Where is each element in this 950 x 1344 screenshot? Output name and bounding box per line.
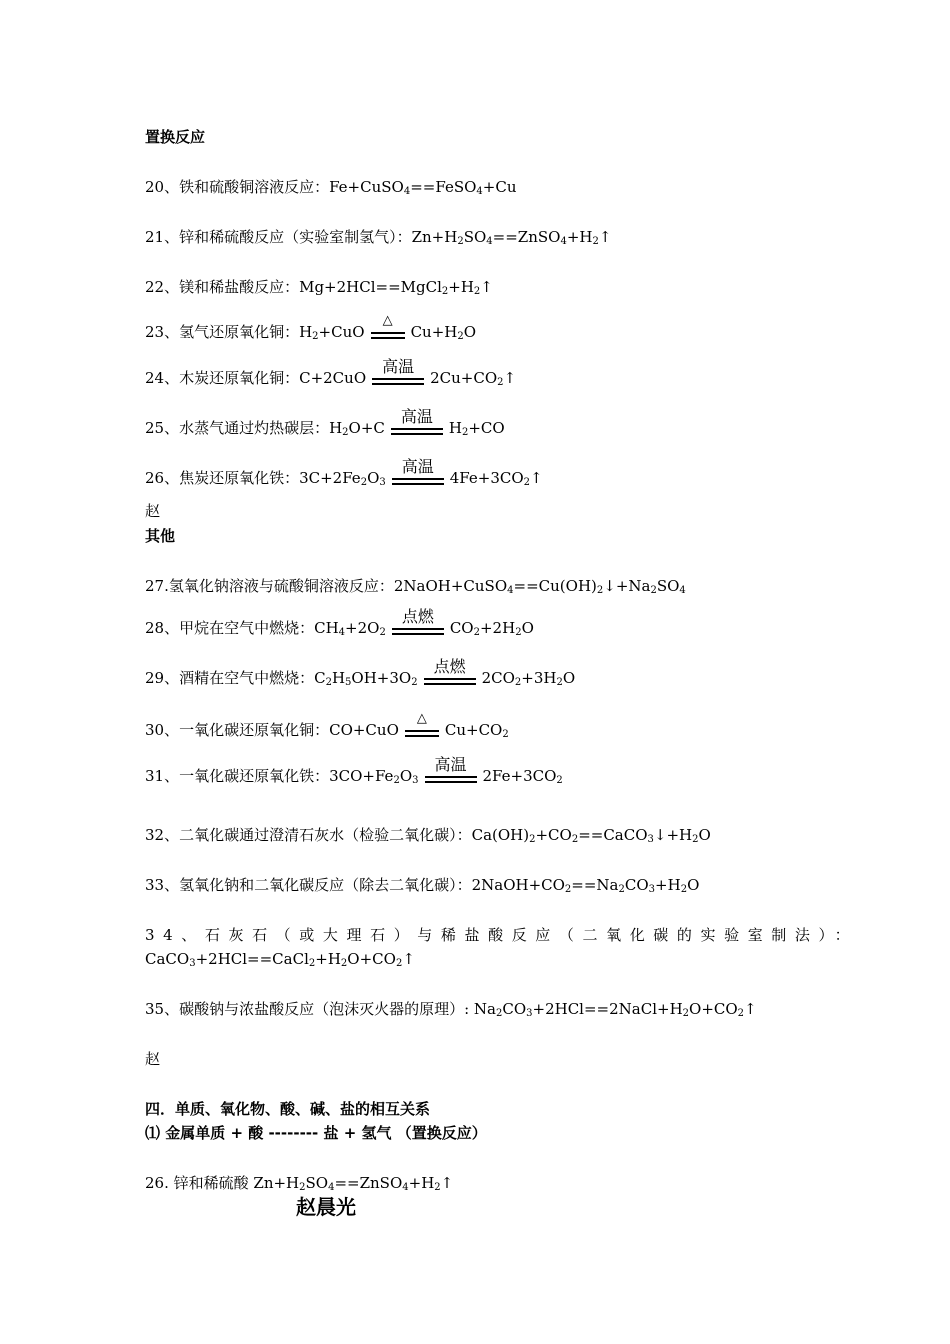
high-temperature-condition: 高温	[372, 378, 424, 388]
margin-mark: 赵	[145, 1050, 161, 1068]
equation-23: 23、氢气还原氧化铜：$H_2+CuO$ △ $Cu+H_2O$	[145, 313, 477, 342]
heat-condition: △	[371, 332, 405, 342]
equation-31: 31、一氧化碳还原氧化铁：$3CO+Fe_2O_3$ 高温 $2Fe+3CO_2$	[145, 755, 563, 786]
equation-26b: 26. 锌和稀硫酸 $Zn+H_2SO_4==ZnSO_4+H_2↑$	[145, 1174, 454, 1193]
equation-33: 33、氢氧化钠和二氧化碳反应（除去二氧化碳）：$2NaOH+CO_2==Na_2CO_3+H_2O$	[145, 876, 700, 895]
author-signature: 赵晨光	[296, 1195, 356, 1219]
equation-29: 29、酒精在空气中燃烧：$C_2H_5OH+3O_2$ 点燃 $2CO_2+3H_2O$	[145, 657, 576, 688]
equation-27: 27.氢氧化钠溶液与硫酸铜溶液反应：$2NaOH+CuSO_4==Cu(OH)_2↓+Na_2SO_4$	[145, 577, 686, 596]
equation-24: 24、木炭还原氧化铜：C+2CuO 高温 $2Cu+CO_2↑$	[145, 357, 517, 388]
equation-32: 32、二氧化碳通过澄清石灰水（检验二氧化碳）：$Ca(OH)_2+CO_2==CaCO_3↓+H_2O$	[145, 826, 711, 845]
equation-34-line-2: $CaCO_3+2HCl==CaCl_2+H_2O+CO_2↑$	[145, 950, 415, 969]
high-temperature-condition: 高温	[391, 428, 443, 438]
subsection-heading: ⑴ 金属单质 + 酸 -------- 盐 + 氢气 （置换反应）	[145, 1124, 487, 1142]
section-heading-other: 其他	[145, 527, 176, 545]
ignition-condition: 点燃	[424, 678, 476, 688]
heat-condition: △	[405, 730, 439, 740]
section-heading-displacement: 置换反应	[145, 128, 206, 146]
high-temperature-condition: 高温	[392, 478, 444, 488]
section-heading-four: 四．单质、氧化物、酸、碱、盐的相互关系	[145, 1100, 431, 1118]
equation-28: 28、甲烷在空气中燃烧：$CH_4+2O_2$ 点燃 $CO_2+2H_2O$	[145, 607, 534, 638]
equation-26: 26、焦炭还原氧化铁：$3C+2Fe_2O_3$ 高温 $4Fe+3CO_2↑$	[145, 457, 543, 488]
equation-21: 21、锌和稀硫酸反应（实验室制氢气）：$Zn+H_2SO_4==ZnSO_4+H_2↑$	[145, 228, 612, 247]
equation-34-line-1: 34、石灰石（或大理石）与稀盐酸反应（二氧化碳的实验室制法）：	[145, 926, 859, 944]
margin-mark: 赵	[145, 502, 161, 520]
equation-22: 22、镁和稀盐酸反应：$Mg+2HCl==MgCl_2+H_2↑$	[145, 278, 493, 297]
ignition-condition: 点燃	[392, 628, 444, 638]
equation-30: 30、一氧化碳还原氧化铜：CO+CuO △ $Cu+CO_2$	[145, 711, 509, 740]
equation-20: 20、铁和硫酸铜溶液反应：Fe+CuSO$_4$==FeSO$_4$+Cu	[145, 178, 517, 197]
high-temperature-condition: 高温	[425, 776, 477, 786]
equation-25: 25、水蒸气通过灼热碳层：$H_2O+C$ 高温 $H_2+CO$	[145, 407, 505, 438]
equation-35: 35、碳酸钠与浓盐酸反应（泡沫灭火器的原理）: $Na_2CO_3+2HCl==2NaCl+H_2O+CO_2↑$	[145, 1000, 757, 1019]
